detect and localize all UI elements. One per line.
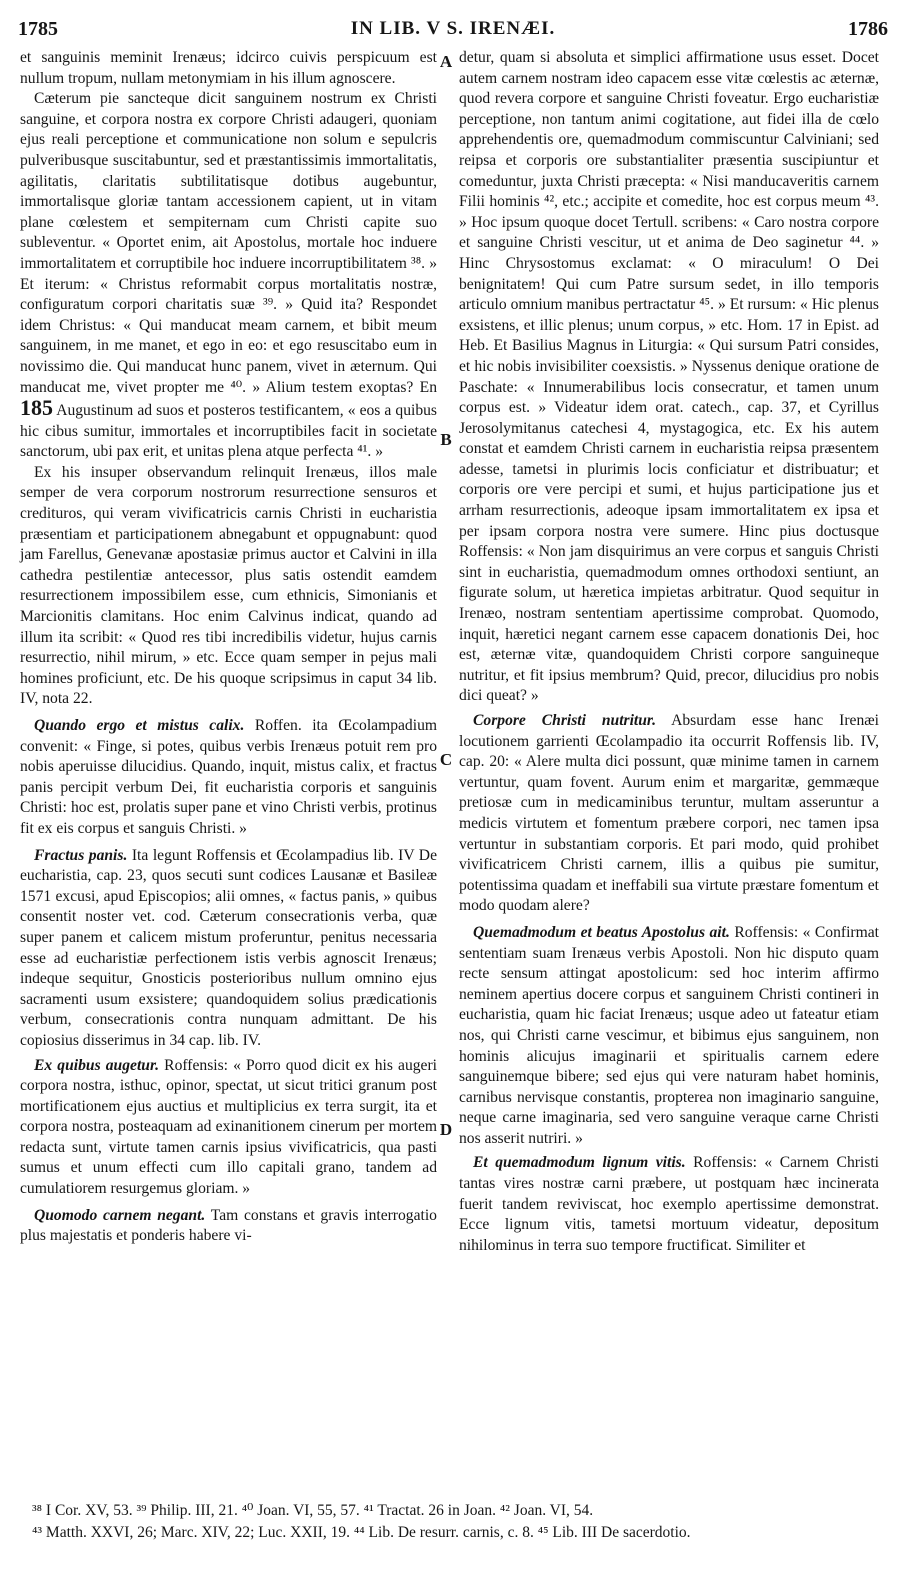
lemma: Ex quibus augetur.	[34, 1056, 160, 1074]
margin-marker-b: B	[440, 430, 452, 449]
lemma: Quando ergo et mistus calix.	[34, 717, 245, 734]
annotation: Quomodo carnem negant. Tam constans et gravis interrogatio plus majestatis et ponderis habere vi-	[20, 1206, 437, 1245]
margin-marker-a: A	[439, 52, 453, 71]
page-header	[18, 18, 888, 44]
paragraph: Cæterum pie sancteque dicit sanguinem nostrum ex Christi sanguine, et corpora nostra ex corpore Christi adaugeri, quoniam ejus reali perceptione et communicatione non solum e sepulcris pulveribusque suscitabuntur, sed et præstantissimis immortalitatis, agilitatis, claritatis subtilitatisque dotibus augebuntur, immortalisque gloriæ tantam accessionem capient, ut in vitam plane cœlestem et sempiternam cum Christi capite suo subleventur. « Oportet enim, ait Apostolus, mortale hoc induere immortalitatem et corruptibile hoc induere incorruptibilitatem ³⁸. » Et iterum: « Christus reformabit corpus mortalitatis nostræ, configuratum corpori charitatis suæ ³⁹. » Quid ita? Respondet idem Christus: « Qui manducat meam carnem, et bibit meum sanguinem, in me manet, et ego in eo: et ego resuscitabo eum in novissimo die. Qui manducat hunc panem, vivet in æternum. Qui manducat me, vivet propter me ⁴⁰. » Alium testem exoptas? En 185 Augustinum ad suos et posteros testificantem, « eos a quibus hic cibus sumitur, immortales et incorruptibiles facit in societate sanctorum, ubi pax erit, et unitas plena atque perfecta ⁴¹. »	[20, 90, 437, 461]
paragraph: Ex his insuper observandum relinquit Irenæus, illos male semper de vera corporum nostrorum resurrectione sensuros et credituros, qui veram vivificatricis carnis Christi in eucharistia præsentiam et participationem abnegabunt et oppugnabunt: quod jam Farellus, Genevanæ apostasiæ primus auctor et Calvini in illa cathedra pestilentiæ antecessor, plus satis ostendit eamdem resurrectionem impossibilem esse, cum ethnicis, Simonianis et Marcionitis clamitans. Hoc enim Calvinus indicat, quando ad illum ita scribit: « Quod res tibi incredibilis videtur, hujus carnis resurrectio, nihil mirum, » etc. Ecce quam semper in pejus mali homines proficiunt, etc. De his quoque scripsimus in caput 34 lib. IV, nota 22.	[20, 463, 437, 708]
footnote-line: ³⁸ I Cor. XV, 53. ³⁹ Philip. III, 21. ⁴⁰ Joan. VI, 55, 57. ⁴¹ Tractat. 26 in Joan. ⁴² Joan. VI, 54.	[32, 1502, 594, 1519]
paragraph: detur, quam si absoluta et simplici affirmatione usus esset. Docet autem carnem nostram ideo capacem esse vitæ cœlestis ac æternæ, quod revera corpore et sanguine Christi foveatur. Ergo eucharistiæ perceptione, non tantum animi cogitatione, aut fidei illa de cœlo apprehendentis ore, quemadmodum commiscuntur Calviniani; sed reipsa et corporis ore substantialiter præsentia suscipiuntur et comeduntur, juxta Christi præcepta: « Nisi manducaveritis carnem Filii hominis ⁴², etc.; accipite et comedite, hoc est corpus meum ⁴³. » Hoc ipsum quoque docet Tertull. scribens: « Caro nostra corpore et sanguine Christi vescitur, ut et anima de Deo saginetur ⁴⁴. » Hinc Chrysostomus exclamat: « O miraculum! O Dei benignitatem! Qui cum Patre sursum sedet, in illo temporis articulo omnium manibus pertractatur ⁴⁵. » Et rursum: « Hic plenus exsistens, et illic plenus; unum corpus, » etc. Hom. 17 in Epist. ad Heb. Et Basilius Magnus in Liturgia: « Qui sursum Patri consides, et hic nobis invisibiliter coexsistis. » Nyssenus denique oratione de Paschate: « Innumerabilibus locis consecratur, et tamen unum corpus est. » Videatur idem orat. catech., cap. 37, et Cyrillus Jerosolymitanus catechesi 4, mystagogica, etc. Ex his autem constat et eamdem Christi carnem in eucharistia reipsa præsentem adesse, tametsi in plurimis locis conficiatur et distribuatur; et corporis ore vere percipi et sumi, et hujus participatione jus et arrham resurrectionis, adeoque ipsam immortalitatem ex ipsa et per ipsam corpora nostra vere sumere. Hinc pius doctusque Roffensis: « Non jam disquirimus an vere corpus et sanguis Christi sint in eucharistia, quemadmodum omnes orthodoxi sentiunt, an figurate solum, ut hæretica impietas arbitratur. Quod sequitur in Irenæo, nostram sententiam apertissime comprobat. Quomodo, inquit, hæretici negant carnem esse capacem donationis Dei, hoc est, æternæ vitæ, quandoquidem Christi corpore sanguineque nutritur, et fit ipsius membrum? Quid, precor, dilucidius pro nobis dici queat? »	[459, 49, 879, 705]
page-number-right: 1786	[848, 18, 888, 40]
annotation: Corpore Christi nutritur. Absurdam esse hanc Irenæi locutionem garrienti Œcolampadio ita occurrit Roffensis lib. IV, cap. 20: « Alere multa dici possunt, quæ minime tamen in carnem vertuntur, quam fovent. Aurum enim et margaritæ, gemmæque pretiosæ cum in medicaminibus teruntur, multam asseruntur a medicis virtutem et fomentum præbere corpori, nec tamen ipsa vertuntur in substantiam corporis. Et pari modo, quid prohibet vivificatricem Christi carnem, illis a quibus pie sumitur, potentissima quadam et ineffabili sua virtute præstare fomentum et modo quodam alere?	[459, 712, 879, 915]
paragraph: et sanguinis meminit Irenæus; idcirco cuivis perspicuum est nullum tropum, nullam metonymiam in his illum agnoscere.	[20, 49, 437, 87]
annotation: Quemadmodum et beatus Apostolus ait. Roffensis: « Confirmat sententiam suam Irenæus verbis Apostoli. Non hic disputo quam recte sensum attingat apostolicum: sed hoc interim affirmo neminem apertius docere corpus et sanguinem Christi contineri in eucharistia, quam hic faciat Irenæus; usque adeo ut fateatur etiam nos, qui Christi carne vescimur, et bibimus ejus sanguinem, non hominis alicujus imaginarii et spiritualis carnem edere sanguinemque bibere; sed ejus qui vere naturam habet hominis, carnibus nervisque constantis, propterea non imaginario sanguine, neque carne imaginaria, sed vero sanguine veraque carne Christi nos asserit nutriri. »	[459, 923, 879, 1147]
column-number: 185	[20, 395, 53, 421]
running-title: IN LIB. V S. IRENÆI.	[350, 18, 556, 39]
footnote-line: ⁴³ Matth. XXVI, 26; Marc. XIV, 22; Luc. XXII, 19. ⁴⁴ Lib. De resurr. carnis, c. 8. ⁴⁵ Lib. III De sacerdotio.	[32, 1524, 691, 1541]
annotation: Quando ergo et mistus calix. Roffen. ita Œcolampadium convenit: « Finge, si potes, quibus verbis Irenæus potuit rem pro nobis aperuisse dilucidius. Quando, inquit, mistus calix, et fractus panis percipit verbum Dei, fit eucharistia corporis et sanguinis Christi: hoc est, prolatis super pane et vino Christi verbis, protinus fit ex eis corpus et sanguis Christi. »	[20, 717, 437, 837]
margin-marker-c: C	[439, 750, 453, 769]
left-column	[20, 48, 437, 1247]
annotation: Fractus panis. Ita legunt Roffensis et Œcolampadius lib. IV De eucharistia, cap. 23, quos secuti sunt codices Lausanæ et Basileæ 1571 excusi, apud Episcopios; alii omnes, « factus panis, » quibus consentit noster vet. cod. Cæterum consecrationis verba, quæ super panem et calicem mistum proferuntur, penitus necessaria esse ad eucharistiæ perfectionem istis verbis agnoscit Irenæus; indeque sequitur, Gnosticis posterioribus nullum omnino ejus sacramenti usum exsistere; quandoquidem solius prædicationis verbum, consecrationis contra nunquam admittant. De his copiosius disserimus in 34 cap. lib. IV.	[20, 846, 437, 1049]
lemma: Quemadmodum et beatus Apostolus ait.	[473, 923, 730, 941]
footnotes	[32, 1500, 882, 1544]
lemma: Fractus panis.	[34, 846, 128, 864]
lemma: Corpore Christi nutritur.	[473, 712, 657, 729]
lemma: Et quemadmodum lignum vitis.	[473, 1154, 686, 1172]
right-column	[459, 48, 879, 1256]
margin-marker-d: D	[439, 1120, 453, 1139]
lemma: Quomodo carnem negant.	[34, 1206, 206, 1224]
page-number-left: 1785	[18, 18, 58, 40]
annotation: Ex quibus augetur. Roffensis: « Porro quod dicit ex his augeri corpora nostra, isthuc, opinor, spectat, ut sicut tritici granum post mortificationem ejus auctius et multiplicius ex terra surgit, ita et corpora nostra, posteaquam ad exinanitionem cinerum per mortem redacta sunt, virtute tamen carnis ipsius vivificatricis, qua pasti sumus et unum effecti cum illo capitali grano, tandem ad cumulatiorem resurgemus gloriam. »	[20, 1056, 437, 1198]
annotation: Et quemadmodum lignum vitis. Roffensis: « Carnem Christi tantas vires nostræ carni præbere, ut postquam hæc incinerata fuerit tandem reviviscat, hoc exemplo apertissime demonstrat. Ecce lignum vitis, tametsi mortuum videatur, depositum nihilominus in terra suo tempore fructificat. Similiter et	[459, 1154, 879, 1254]
